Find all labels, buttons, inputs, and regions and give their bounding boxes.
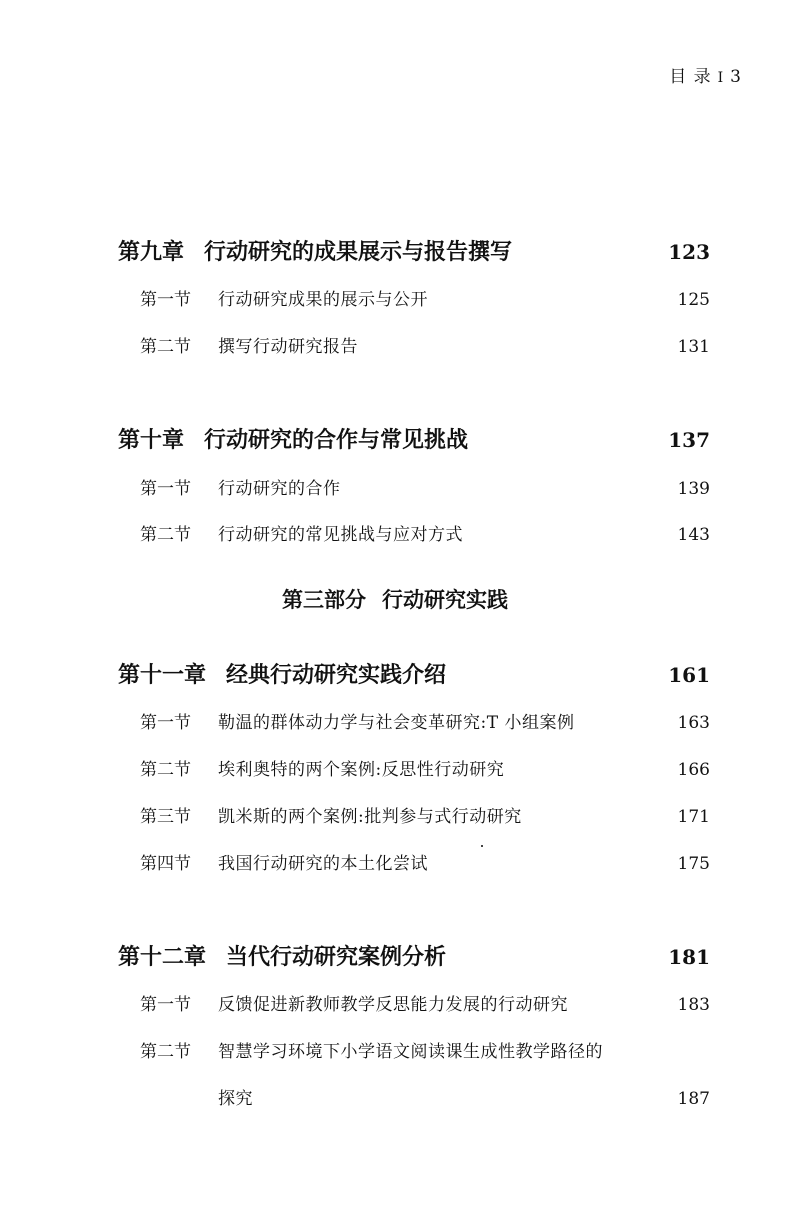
part-label: 第三部分 <box>282 587 366 612</box>
section-label: 第二节 <box>140 525 191 545</box>
section-title: 行动研究的常见挑战与应对方式 <box>218 525 463 545</box>
toc-chapter-12[interactable] <box>0 941 790 973</box>
section-label: 第二节 <box>140 1042 191 1062</box>
chapter-page: 181 <box>668 945 710 969</box>
chapter-page: 123 <box>668 240 710 264</box>
section-page: 166 <box>677 760 710 780</box>
section-label: 第二节 <box>140 760 191 780</box>
section-title-continued: 探究 <box>218 1089 253 1109</box>
toc-section-12-2[interactable] <box>0 1036 790 1068</box>
chapter-title: 当代行动研究案例分析 <box>226 944 447 970</box>
chapter-label: 第十二章 <box>118 944 207 970</box>
running-head-label: 目 录 <box>669 67 712 87</box>
print-speck <box>481 845 483 847</box>
section-page: 163 <box>677 713 710 733</box>
toc-section-10-2[interactable] <box>0 519 790 551</box>
toc-section-12-2-continued[interactable] <box>0 1083 790 1115</box>
section-page: 175 <box>677 854 710 874</box>
section-label: 第一节 <box>140 995 191 1015</box>
part-heading[interactable] <box>0 584 790 616</box>
chapter-title: 行动研究的合作与常见挑战 <box>204 427 469 453</box>
toc-section-9-1[interactable] <box>0 284 790 316</box>
section-title: 行动研究的合作 <box>218 479 341 499</box>
section-title: 反馈促进新教师教学反思能力发展的行动研究 <box>218 995 568 1015</box>
section-page: 171 <box>677 807 710 827</box>
section-page: 143 <box>677 525 710 545</box>
toc-section-9-2[interactable] <box>0 331 790 363</box>
section-title: 行动研究成果的展示与公开 <box>218 290 428 310</box>
toc-section-12-1[interactable] <box>0 989 790 1021</box>
section-title: 撰写行动研究报告 <box>218 337 358 357</box>
toc-chapter-9[interactable] <box>0 236 790 268</box>
section-title: 勒温的群体动力学与社会变革研究:T 小组案例 <box>218 713 575 733</box>
toc-chapter-11[interactable] <box>0 659 790 691</box>
toc-section-11-1[interactable] <box>0 707 790 739</box>
section-title: 我国行动研究的本土化尝试 <box>218 854 428 874</box>
chapter-page: 137 <box>668 428 710 452</box>
section-page: 187 <box>677 1089 710 1109</box>
part-title: 行动研究实践 <box>382 587 508 612</box>
section-title: 凯米斯的两个案例:批判参与式行动研究 <box>218 807 522 827</box>
chapter-label: 第九章 <box>118 239 185 265</box>
section-page: 183 <box>677 995 710 1015</box>
toc-section-11-3[interactable] <box>0 801 790 833</box>
chapter-page: 161 <box>668 663 710 687</box>
section-title: 智慧学习环境下小学语文阅读课生成性教学路径的 <box>218 1042 603 1062</box>
section-label: 第一节 <box>140 479 191 499</box>
chapter-title: 行动研究的成果展示与报告撰写 <box>204 239 513 265</box>
section-page: 125 <box>677 290 710 310</box>
running-head-page: 3 <box>730 67 742 87</box>
section-label: 第二节 <box>140 337 191 357</box>
running-head <box>669 62 742 87</box>
section-label: 第四节 <box>140 854 191 874</box>
section-page: 131 <box>677 337 710 357</box>
section-label: 第一节 <box>140 713 191 733</box>
running-head-separator: I <box>717 70 725 86</box>
section-title: 埃利奥特的两个案例:反思性行动研究 <box>218 760 505 780</box>
section-label: 第三节 <box>140 807 191 827</box>
section-page: 139 <box>677 479 710 499</box>
section-label: 第一节 <box>140 290 191 310</box>
toc-section-11-4[interactable] <box>0 848 790 880</box>
toc-section-10-1[interactable] <box>0 473 790 505</box>
chapter-title: 经典行动研究实践介绍 <box>226 662 447 688</box>
chapter-label: 第十章 <box>118 427 185 453</box>
toc-section-11-2[interactable] <box>0 754 790 786</box>
chapter-label: 第十一章 <box>118 662 207 688</box>
toc-chapter-10[interactable] <box>0 424 790 456</box>
